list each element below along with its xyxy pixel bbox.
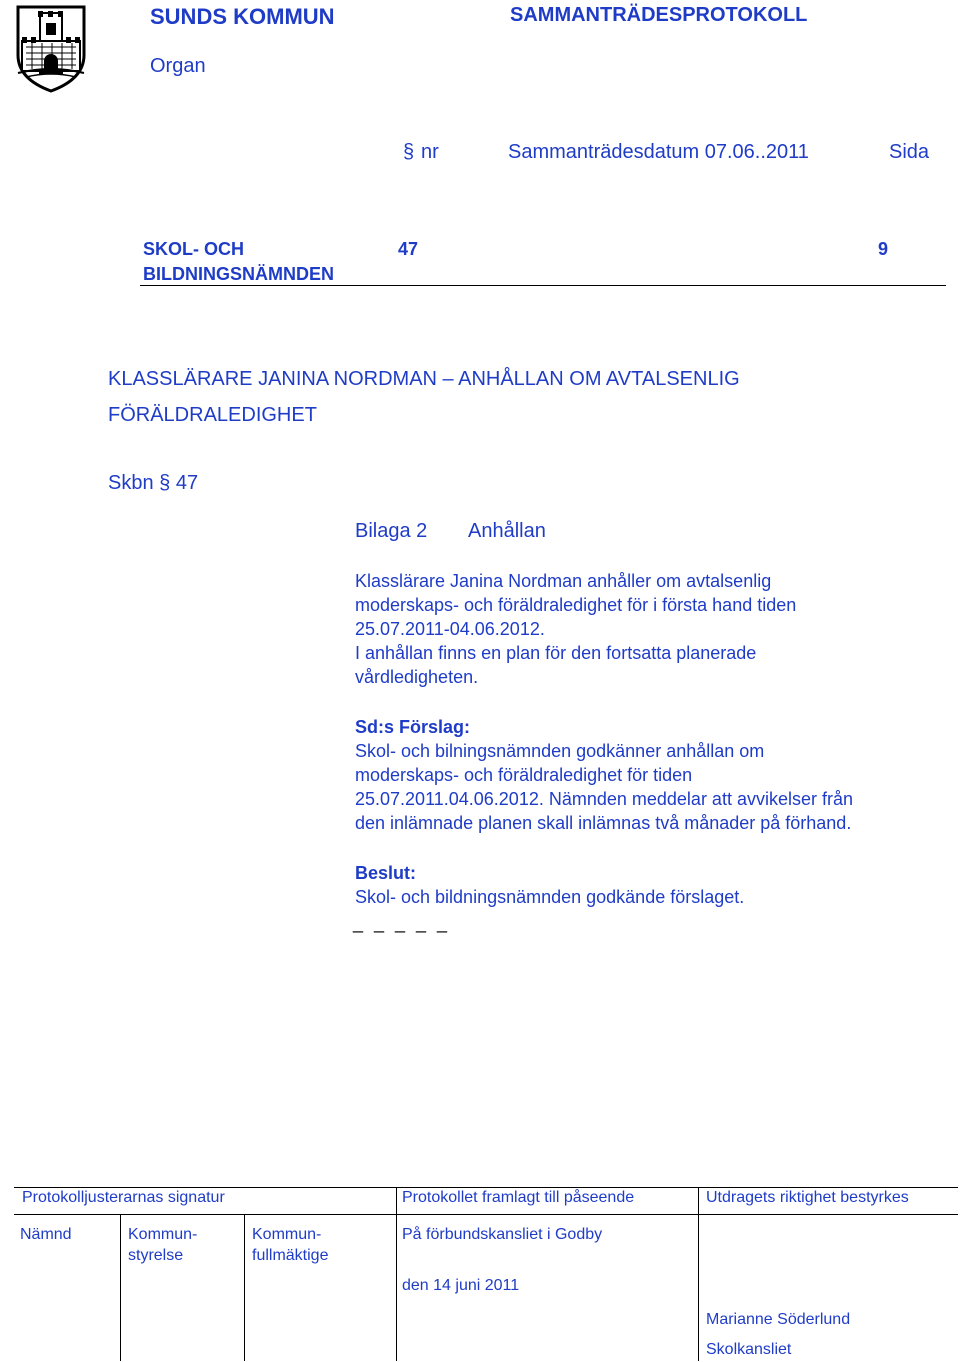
coat-of-arms-logo [14,3,88,93]
footer-divider [396,1187,397,1361]
section-symbol: § [403,141,415,163]
footer-header-rule [14,1214,958,1215]
document-type: SAMMANTRÄDESPROTOKOLL [510,4,808,26]
organization-name: SUNDS KOMMUN [150,4,335,29]
proposal-line: moderskaps- och föräldraledighet för tiden [355,765,693,785]
case-reference: Skbn § 47 [108,472,199,494]
organ-value-line2: BILDNINGSNÄMNDEN [143,264,334,284]
request-line: Klasslärare Janina Nordman anhåller om avtalsenlig [355,571,772,591]
proposal-paragraph [355,715,945,835]
document-title-line2: FÖRÄLDRALEDIGHET [108,404,317,426]
kommunfullmaktige-label-line1: Kommun- [252,1226,322,1243]
attachment-label: Bilaga 2 [355,520,428,542]
footer-divider [120,1214,121,1361]
request-line: 25.07.2011-04.06.2012. [355,619,545,639]
proposal-heading: Sd:s Förslag: [355,717,471,737]
certifier-office: Skolkansliet [706,1341,792,1358]
footer-divider [698,1187,699,1361]
page-number: 9 [878,239,889,259]
kommunstyrelse-label-line1: Kommun- [128,1226,198,1243]
request-paragraph [355,569,945,689]
document-title-line1: KLASSLÄRARE JANINA NORDMAN – ANHÅLLAN OM AVTALSENLIG [108,368,740,390]
decision-paragraph [355,861,945,909]
proposal-line: 25.07.2011.04.06.2012. Nämnden meddelar att avvikelser från [355,789,853,809]
namnd-label: Nämnd [20,1226,72,1243]
header-rule [140,285,946,286]
organ-label: Organ [150,55,206,77]
page-label: Sida [889,141,930,163]
certified-label: Utdragets riktighet bestyrkes [706,1189,909,1206]
nr-label: nr [421,141,439,163]
certifier-name: Marianne Söderlund [706,1311,851,1328]
request-line: moderskaps- och föräldraledighet för i första hand tiden [355,595,797,615]
decision-heading: Beslut: [355,863,417,883]
presented-date: den 14 juni 2011 [402,1277,520,1294]
proposal-line: Skol- och bilningsnämnden godkänner anhållan om [355,741,765,761]
request-line: vårdledigheten. [355,667,479,687]
end-mark: _ _ _ _ _ [353,913,451,933]
decision-line: Skol- och bildningsnämnden godkände förslaget. [355,887,745,907]
paragraph-number: 47 [398,239,419,259]
kommunfullmaktige-label-line2: fullmäktige [252,1247,329,1264]
proposal-line: den inlämnade planen skall inlämnas två månader på förhand. [355,813,852,833]
footer-divider [244,1214,245,1361]
request-line: I anhållan finns en plan för den fortsatta planerade [355,643,757,663]
meeting-date-label: Sammanträdesdatum 07.06..2011 [508,141,809,163]
kommunstyrelse-label-line2: styrelse [128,1247,184,1264]
signature-label: Protokolljusterarnas signatur [22,1189,225,1206]
organ-value-line1: SKOL- OCH [143,239,244,259]
attachment-name: Anhållan [468,520,546,542]
presented-place: På förbundskansliet i Godby [402,1226,603,1243]
presented-label: Protokollet framlagt till påseende [402,1189,635,1206]
